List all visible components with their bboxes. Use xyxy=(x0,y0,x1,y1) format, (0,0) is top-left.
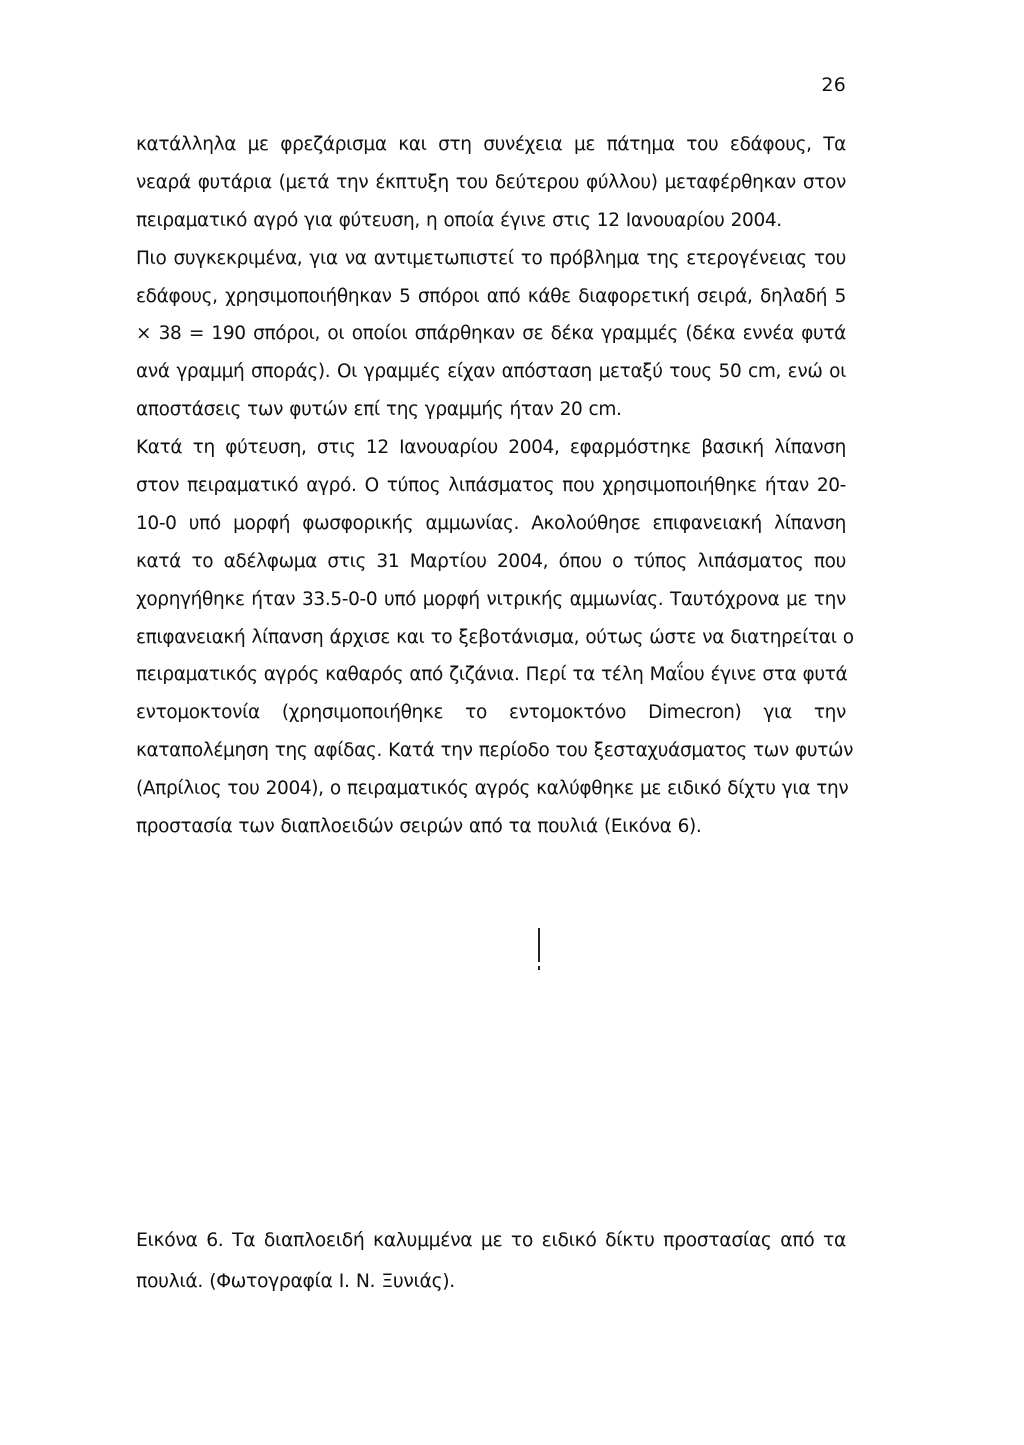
body-line: επιφανειακή λίπανση άρχισε και το ξεβοτάνισμα, ούτως ώστε να διατηρείται ο xyxy=(136,626,854,648)
body-line: 10-0 υπό μορφή φωσφορικής αμμωνίας. Ακολούθησε επιφανειακή λίπανση xyxy=(136,512,846,534)
body-line: Πιο συγκεκριμένα, για να αντιμετωπιστεί το πρόβλημα της ετερογένειας του xyxy=(136,247,846,269)
body-line: πειραματικό αγρό για φύτευση, η οποία έγινε στις 12 Ιανουαρίου 2004. xyxy=(136,209,782,231)
body-line: χορηγήθηκε ήταν 33.5-0-0 υπό μορφή νιτρικής αμμωνίας. Ταυτόχρονα με την xyxy=(136,588,846,610)
body-line: αποστάσεις των φυτών επί της γραμμής ήταν 20 cm. xyxy=(136,399,622,421)
body-line: προστασία των διαπλοειδών σειρών από τα πουλιά (Εικόνα 6). xyxy=(136,816,702,838)
page-number: 26 xyxy=(821,74,846,96)
body-line: κατάλληλα με φρεζάρισμα και στη συνέχεια με πάτημα του εδάφους, Τα xyxy=(136,134,846,155)
figure-caption xyxy=(136,1220,846,1302)
figure-placeholder xyxy=(136,900,846,1200)
body-line: εδάφους, χρησιμοποιήθηκαν 5 σπόροι από κάθε διαφορετική σειρά, δηλαδή 5 xyxy=(136,285,846,307)
body-line: εντομοκτονία (χρησιμοποιήθηκε το εντομοκτόνο Dimecron) για την xyxy=(136,702,846,724)
body-line: × 38 = 190 σπόροι, οι οποίοι σπάρθηκαν σε δέκα γραμμές (δέκα εννέα φυτά xyxy=(136,323,846,345)
body-line: κατά το αδέλφωμα στις 31 Μαρτίου 2004, όπου ο τύπος λιπάσματος που xyxy=(136,550,846,572)
body-text xyxy=(136,126,854,846)
caption-line: Εικόνα 6. Τα διαπλοειδή καλυμμένα με το ειδικό δίκτυ προστασίας από τα xyxy=(136,1230,846,1251)
figure-artifact-mark xyxy=(538,928,540,962)
body-line: Κατά τη φύτευση, στις 12 Ιανουαρίου 2004, εφαρμόστηκε βασική λίπανση xyxy=(136,437,846,459)
body-line: νεαρά φυτάρια (μετά την έκπτυξη του δεύτερου φύλλου) μεταφέρθηκαν στον xyxy=(136,171,846,193)
body-line: καταπολέμηση της αφίδας. Κατά την περίοδο του ξεσταχυάσματος των φυτών xyxy=(136,740,854,762)
body-line: (Απρίλιος του 2004), ο πειραματικός αγρός καλύφθηκε με ειδικό δίχτυ για την xyxy=(136,778,849,800)
body-line: ανά γραμμή σποράς). Οι γραμμές είχαν απόσταση μεταξύ τους 50 cm, ενώ οι xyxy=(136,361,846,383)
body-line: στον πειραματικό αγρό. Ο τύπος λιπάσματος που χρησιμοποιήθηκε ήταν 20- xyxy=(136,475,846,497)
caption-line: πουλιά. (Φωτογραφία Ι. Ν. Ξυνιάς). xyxy=(136,1271,455,1292)
body-line: πειραματικός αγρός καθαρός από ζιζάνια. Περί τα τέλη Μαΐου έγινε στα φυτά xyxy=(136,664,848,686)
